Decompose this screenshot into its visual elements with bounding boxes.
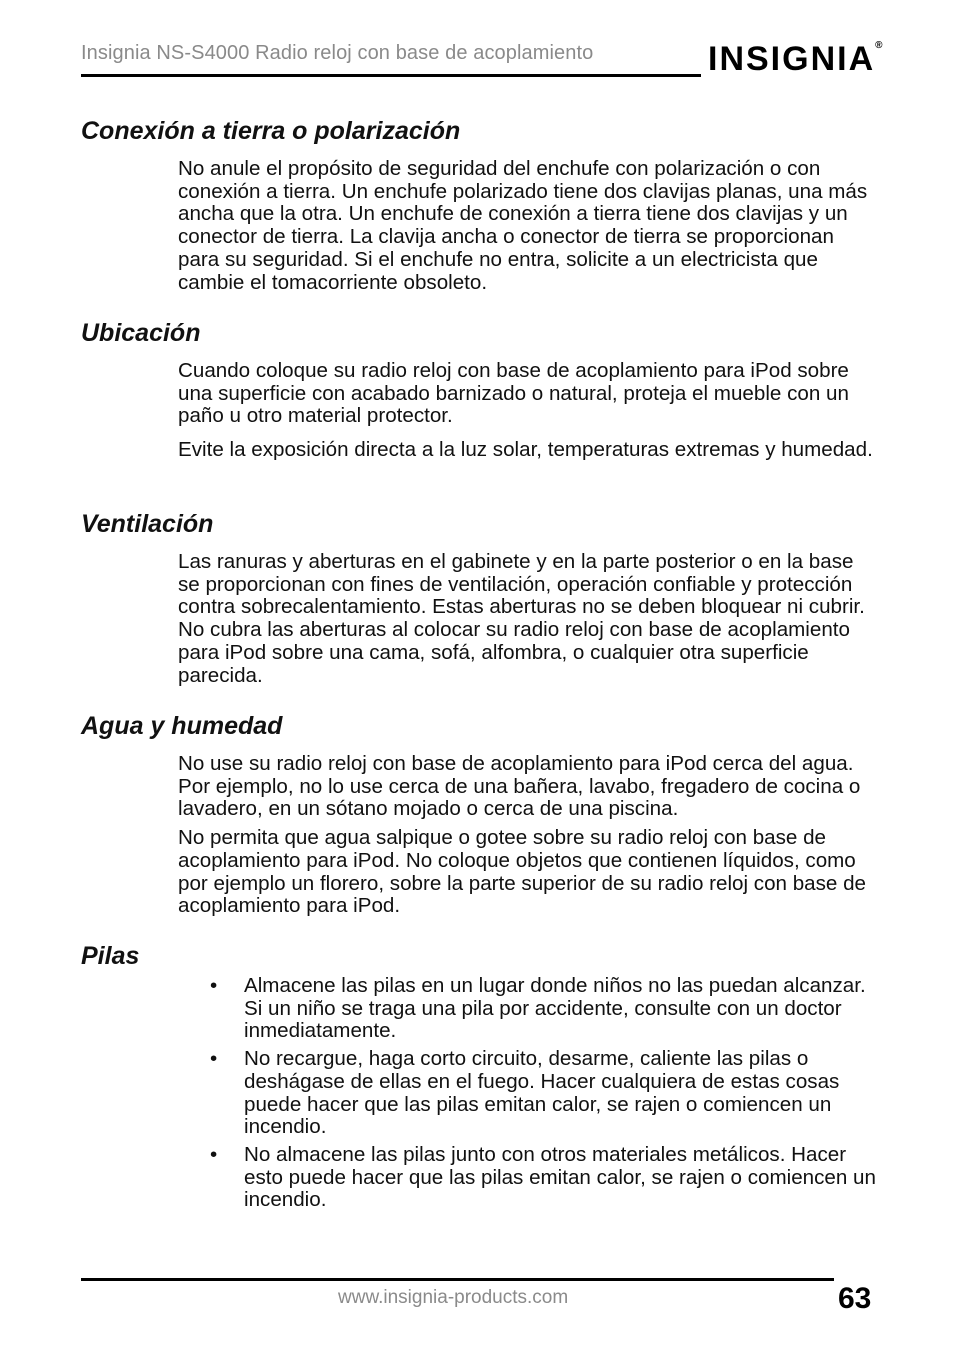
header-rule — [81, 74, 701, 77]
paragraph: Evite la exposición directa a la luz solar, temperaturas extremas y humedad. — [178, 438, 873, 462]
list-item-text: No recargue, haga corto circuito, desarme, caliente las pilas o deshágase de ellas en el fuego. Hacer cualquiera de estas cosas puede hacer que las pilas emitan calor, se rajen o comiencen un incendio. — [244, 1047, 840, 1139]
section-heading: Agua y humedad — [81, 712, 283, 740]
paragraph: No use su radio reloj con base de acoplamiento para iPod cerca del agua. Por ejemplo, no lo use cerca de una bañera, lavabo, fregadero de cocina o lavadero, en un sótano mojado o cerca de una piscina. — [178, 752, 861, 821]
bullet-dot: • — [210, 1142, 218, 1166]
paragraph: No anule el propósito de seguridad del enchufe con polarización o con conexión a tierra. Un enchufe polarizado tiene dos clavijas planas, una más ancha que la otra. Un enchufe de conexión a tierra tiene dos clavijas y un conector de tierra. La clavija ancha o conector de tierra se proporcionan para su seguridad. Si el enchufe no entra, solicite a un electricista que cambie el tomacorriente obsoleto. — [178, 157, 868, 294]
section-body — [178, 551, 878, 698]
section-body — [178, 360, 878, 473]
insignia-logo — [708, 40, 883, 79]
page-number: 63 — [838, 1282, 872, 1315]
bullet-dot: • — [210, 1047, 218, 1071]
header-title: Insignia NS-S4000 Radio reloj con base de acoplamiento — [81, 42, 594, 64]
footer-url: www.insignia-products.com — [338, 1287, 569, 1308]
paragraph: Las ranuras y aberturas en el gabinete y en la parte posterior o en la base se proporcionan con fines de ventilación, operación confiable y protección contra sobrecalentamiento. Estas aberturas no se deben bloquear ni cubrir. No cubra las aberturas al colocar su radio reloj con base de acoplamiento para iPod sobre una cama, sofá, alfombra, o cualquier otra superficie parecida. — [178, 550, 865, 687]
list-item — [178, 975, 878, 1043]
section-heading: Conexión a tierra o polarización — [81, 117, 461, 145]
logo-text: INSIGNIA — [708, 40, 876, 78]
paragraph: No permita que agua salpique o gotee sobre su radio reloj con base de acoplamiento para iPod. No coloque objetos que contienen líquidos, como por ejemplo un florero, sobre la parte superior de su radio reloj con base de acoplamiento para iPod. — [178, 826, 867, 918]
bullet-dot: • — [210, 974, 218, 997]
list-item — [178, 1048, 878, 1139]
paragraph: Cuando coloque su radio reloj con base de acoplamiento para iPod sobre una superficie con acabado barnizado o natural, proteja el mueble con un paño u otro material protector. — [178, 359, 849, 428]
registered-mark: ® — [875, 40, 883, 51]
section-body — [178, 158, 878, 305]
section-heading: Ubicación — [81, 319, 201, 347]
section-body — [178, 753, 878, 929]
footer-rule — [81, 1278, 834, 1281]
bullet-list — [178, 975, 878, 1217]
list-item-text: Almacene las pilas en un lugar donde niños no las puedan alcanzar. Si un niño se traga una pila por accidente, consulte con un doctor inmediatamente. — [244, 974, 866, 1043]
section-heading: Pilas — [81, 942, 140, 970]
list-item-text: No almacene las pilas junto con otros materiales metálicos. Hacer esto puede hacer que las pilas emitan calor, se rajen o comiencen un incendio. — [244, 1142, 876, 1212]
section-heading: Ventilación — [81, 510, 214, 538]
list-item — [178, 1144, 878, 1212]
